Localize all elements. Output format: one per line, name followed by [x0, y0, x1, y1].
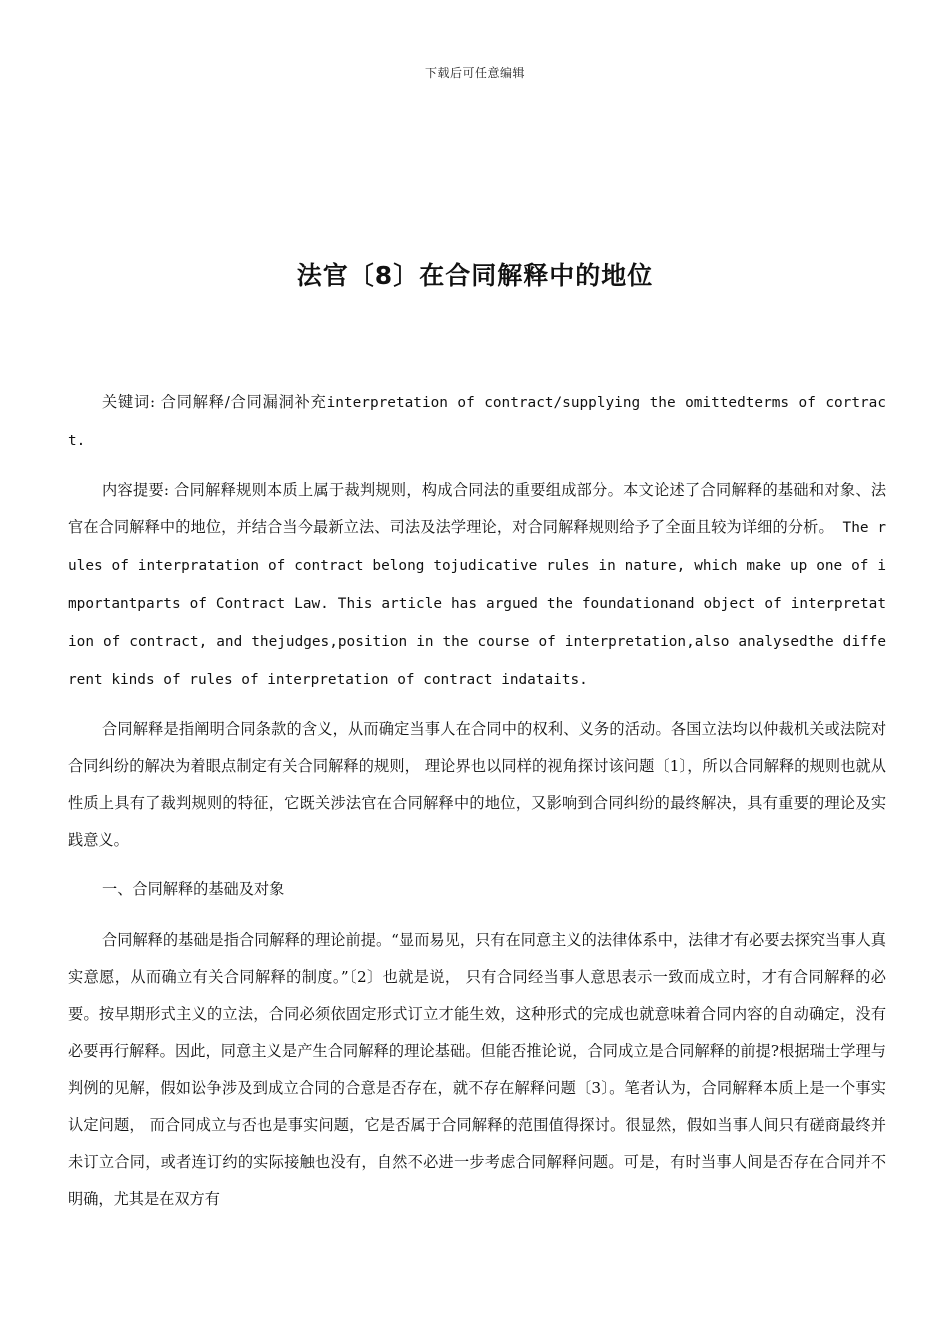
keywords-label: 关键词: [102, 393, 161, 411]
abstract-label: 内容提要: [102, 481, 175, 499]
header-note: 下载后可任意编辑 [424, 66, 525, 80]
document-body [68, 384, 886, 1230]
section-heading: 一、合同解释的基础及对象 [102, 880, 285, 898]
abstract-en: The rules of interpratation of contract belong tojudicative rules in nature, which make up one of importantparts of Contract Law. This article has argued the foundationand object of interpretation of contract, and thejudges,position in the course of interpretation,also analysedthe different kinds of rules of interpretation of contract indataits. [68, 520, 887, 688]
abstract-zh: 合同解释规则本质上属于裁判规则，构成合同法的重要组成部分。本文论述了合同解释的基础和对象、法官在合同解释中的地位，并结合当今最新立法、司法及法学理论，对合同解释规则给予了全面且较为详细的分析。 [68, 481, 887, 536]
abstract-paragraph [68, 472, 886, 699]
document-title: 法官〔8〕在合同解释中的地位 [296, 261, 654, 290]
intro-paragraph: 合同解释是指阐明合同条款的含义，从而确定当事人在合同中的权利、义务的活动。各国立法均以仲裁机关或法院对合同纠纷的解决为着眼点制定有关合同解释的规则， 理论界也以同样的视角探讨该问题〔1〕，所以合同解释的规则也就从性质上具有了裁判规则的特征，它既关涉法官在合同解释中的地位，又影响到合同纠纷的最终解决，具有重要的理论及实践意义。 [68, 720, 886, 849]
keywords-zh: 合同解释/合同漏洞补充 [160, 393, 327, 411]
keywords-paragraph [68, 384, 886, 460]
section-paragraph: 合同解释的基础是指合同解释的理论前提。“显而易见，只有在同意主义的法律体系中，法律才有必要去探究当事人真实意愿，从而确立有关合同解释的制度。”〔2〕也就是说， 只有合同经当事人意思表示一致而成立时，才有合同解释的必要。按早期形式主义的立法，合同必须依固定形式订立才能生效，这种形式的完成也就意味着合同内容的自动确定，没有必要再行解释。因此，同意主义是产生合同解释的理论基础。但能否推论说，合同成立是合同解释的前提?根据瑞士学理与判例的见解，假如讼争涉及到成立合同的合意是否存在，就不存在解释问题〔3〕。笔者认为，合同解释本质上是一个事实认定问题， 而合同成立与否也是事实问题，它是否属于合同解释的范围值得探讨。很显然，假如当事人间只有磋商最终并未订立合同，或者连订约的实际接触也没有，自然不必进一步考虑合同解释问题。可是，有时当事人间是否存在合同并不明确，尤其是在双方有 [68, 931, 886, 1208]
keywords-en: interpretation of contract/supplying the omittedterms of cortract. [68, 395, 886, 449]
